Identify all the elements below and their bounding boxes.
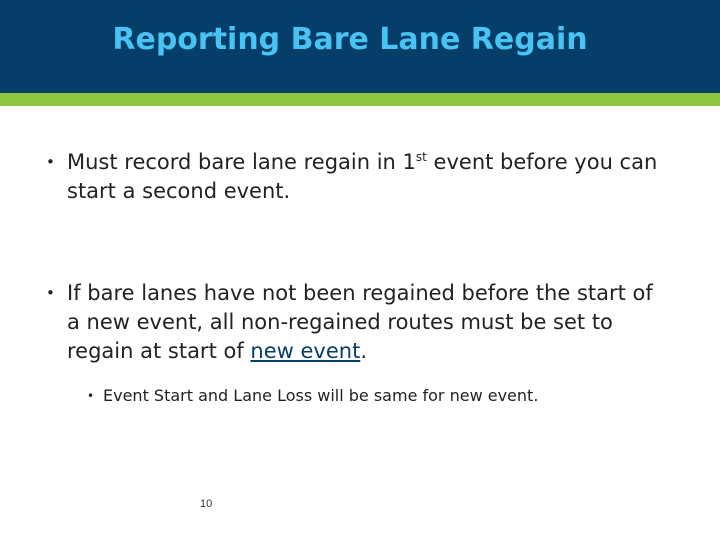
page-number: 10 xyxy=(200,498,213,510)
bullet-dot-icon: • xyxy=(87,389,95,403)
sub-bullet-text: Event Start and Lane Loss will be same for new event. xyxy=(103,386,539,405)
bullet-text-part: . xyxy=(360,339,367,363)
bullet-text-part: If bare lanes have not been regained before the start of a new event, all non-regained routes must be set to regain at start of xyxy=(67,281,653,363)
bullet-dot-icon: • xyxy=(46,284,55,302)
slide-title: Reporting Bare Lane Regain xyxy=(112,22,588,57)
superscript-ordinal: st xyxy=(415,150,427,164)
bullet-dot-icon: • xyxy=(46,153,55,171)
slide-header xyxy=(0,0,720,93)
bullet-text xyxy=(67,279,667,366)
accent-bar xyxy=(0,93,720,106)
bullet-text xyxy=(67,148,707,206)
new-event-link[interactable]: new event xyxy=(250,339,361,363)
bullet-text-part: event before you can start a second event. xyxy=(67,150,658,203)
bullet-text-part: Must record bare lane regain in 1 xyxy=(67,150,416,174)
